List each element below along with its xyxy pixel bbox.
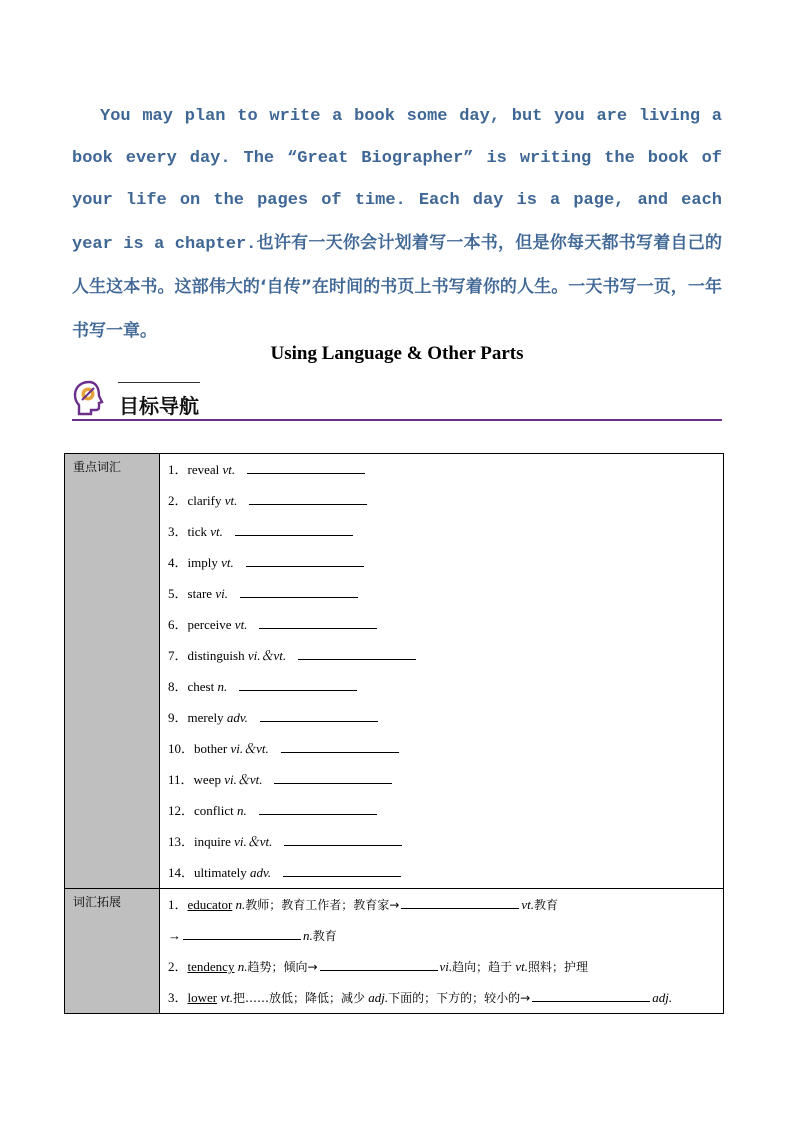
vocab-item	[168, 857, 723, 888]
item-meaning: 教育	[312, 929, 337, 943]
nav-title: 目标导航	[119, 394, 199, 418]
item-word: inquire	[194, 834, 235, 849]
vocab-item	[168, 485, 723, 516]
item-word: educator	[187, 897, 233, 912]
answer-blank[interactable]	[235, 523, 353, 536]
vocab-item	[168, 609, 723, 640]
item-pos: adv.	[249, 865, 272, 880]
vocabulary-table	[64, 453, 724, 1014]
item-pos: vt.	[234, 617, 248, 632]
item-number: 11．	[168, 772, 194, 787]
item-word: merely	[187, 710, 227, 725]
vocab-item	[168, 733, 723, 764]
item-pos: vi.＆vt.	[234, 834, 273, 849]
answer-blank[interactable]	[401, 896, 519, 909]
item-word: tick	[187, 524, 211, 539]
answer-blank[interactable]	[247, 461, 365, 474]
item-number: 3．	[168, 990, 188, 1005]
answer-blank[interactable]	[281, 740, 399, 753]
key-vocab-row	[65, 454, 724, 889]
item-meaning: 把……放低；降低；减少	[233, 991, 366, 1005]
answer-blank[interactable]	[183, 927, 301, 940]
item-number: 2．	[168, 959, 188, 974]
item-word: distinguish	[187, 648, 248, 663]
item-word: chest	[187, 679, 218, 694]
vocab-item	[168, 795, 723, 826]
item-pos: n.	[236, 803, 247, 818]
item-word: perceive	[187, 617, 235, 632]
item-word: tendency	[187, 959, 235, 974]
item-pos: adv.	[226, 710, 248, 725]
head-with-gears-icon	[72, 379, 108, 417]
item-word: clarify	[187, 493, 225, 508]
expansion-item-2	[168, 951, 723, 982]
item-word: conflict	[194, 803, 237, 818]
key-vocab-list	[160, 454, 724, 889]
item-meaning-3: 照料；护理	[528, 960, 589, 974]
answer-blank[interactable]	[532, 989, 650, 1002]
answer-blank[interactable]	[259, 616, 377, 629]
item-pos: n.	[235, 897, 246, 912]
item-number: 1．	[168, 462, 188, 477]
item-number: 12．	[168, 803, 195, 818]
item-number: 4．	[168, 555, 188, 570]
item-meaning-2: 趋向；趋于	[452, 960, 513, 974]
item-pos: vt.	[221, 555, 234, 570]
item-meaning: 教师；教育工作者；教育家→	[245, 898, 400, 912]
target-navigation-header	[72, 377, 722, 423]
item-number: 13．	[168, 834, 195, 849]
answer-blank[interactable]	[274, 771, 392, 784]
item-number: 9．	[168, 710, 188, 725]
item-word: imply	[187, 555, 222, 570]
item-word: ultimately	[194, 865, 250, 880]
item-pos: vt.	[210, 524, 223, 539]
nav-title-overline	[118, 382, 200, 383]
item-pos: vi.＆vt.	[224, 772, 263, 787]
arrow: →	[168, 928, 181, 943]
answer-blank[interactable]	[240, 585, 358, 598]
answer-blank[interactable]	[284, 833, 402, 846]
item-pos: vt.	[220, 990, 234, 1005]
item-pos: vt.	[224, 493, 238, 508]
vocab-item	[168, 578, 723, 609]
answer-blank[interactable]	[298, 647, 416, 660]
quote-english: You may plan to write a book some day, but you are living a book every day. The “Great Biographer” is writing the book of your life on the pages of time. Each day is a page, and each year is a chapter.	[72, 107, 722, 254]
item-number: 6．	[168, 617, 188, 632]
item-pos: vi.＆vt.	[230, 741, 269, 756]
item-number: 10．	[168, 741, 195, 756]
vocab-item	[168, 516, 723, 547]
vocab-item	[168, 454, 723, 485]
expansion-item-3	[168, 982, 723, 1013]
expansion-item-1-cont	[168, 920, 723, 951]
item-number: 7．	[168, 648, 188, 663]
item-word: stare	[187, 586, 216, 601]
answer-blank[interactable]	[239, 678, 357, 691]
item-pos: vt.	[222, 462, 236, 477]
vocab-item	[168, 547, 723, 578]
item-meaning-2: 下面的；下方的；较小的→	[388, 991, 531, 1005]
answer-blank[interactable]	[246, 554, 364, 567]
item-meaning-2: 教育	[533, 898, 558, 912]
item-number: 1．	[168, 897, 188, 912]
vocab-item	[168, 764, 723, 795]
section-title: Using Language & Other Parts	[270, 343, 524, 364]
item-pos-3: adj.	[652, 990, 673, 1005]
item-number: 2．	[168, 493, 188, 508]
vocab-item	[168, 640, 723, 671]
answer-blank[interactable]	[260, 709, 378, 722]
item-pos: n.	[303, 928, 313, 943]
answer-blank[interactable]	[283, 864, 401, 877]
item-pos: n.	[237, 959, 248, 974]
item-number: 14．	[168, 865, 195, 880]
answer-blank[interactable]	[320, 958, 438, 971]
item-pos-2: vt.	[521, 897, 534, 912]
vocab-expansion-list	[160, 889, 724, 1014]
item-word: reveal	[187, 462, 223, 477]
vocab-expansion-label: 词汇拓展	[65, 889, 160, 1014]
vocab-item	[168, 826, 723, 857]
item-number: 8．	[168, 679, 188, 694]
item-meaning: 趋势；倾向→	[247, 960, 318, 974]
key-vocab-label: 重点词汇	[65, 454, 160, 889]
item-pos-2: adj.	[368, 990, 389, 1005]
vocab-item	[168, 671, 723, 702]
answer-blank[interactable]	[249, 492, 367, 505]
item-word: bother	[194, 741, 231, 756]
nav-divider	[72, 419, 722, 421]
item-pos-3: vt.	[515, 959, 529, 974]
vocab-item	[168, 702, 723, 733]
item-word: lower	[187, 990, 218, 1005]
item-pos: vi.	[215, 586, 228, 601]
item-number: 5．	[168, 586, 188, 601]
item-pos: n.	[217, 679, 228, 694]
item-pos: vi.＆vt.	[247, 648, 287, 663]
vocab-expansion-row	[65, 889, 724, 1014]
item-pos-2: vi.	[439, 959, 453, 974]
expansion-item-1	[168, 889, 723, 920]
motivational-quote	[72, 96, 722, 354]
item-number: 3．	[168, 524, 188, 539]
answer-blank[interactable]	[259, 802, 377, 815]
quote-chinese: 也许有一天你会计划着写一本书，但是你每天都书写着自己的人生这本书。这部伟大的‘自传”在时间的书页上书写着你的人生。一天书写一页，一年书写一章。	[72, 233, 722, 341]
item-word: weep	[193, 772, 225, 787]
